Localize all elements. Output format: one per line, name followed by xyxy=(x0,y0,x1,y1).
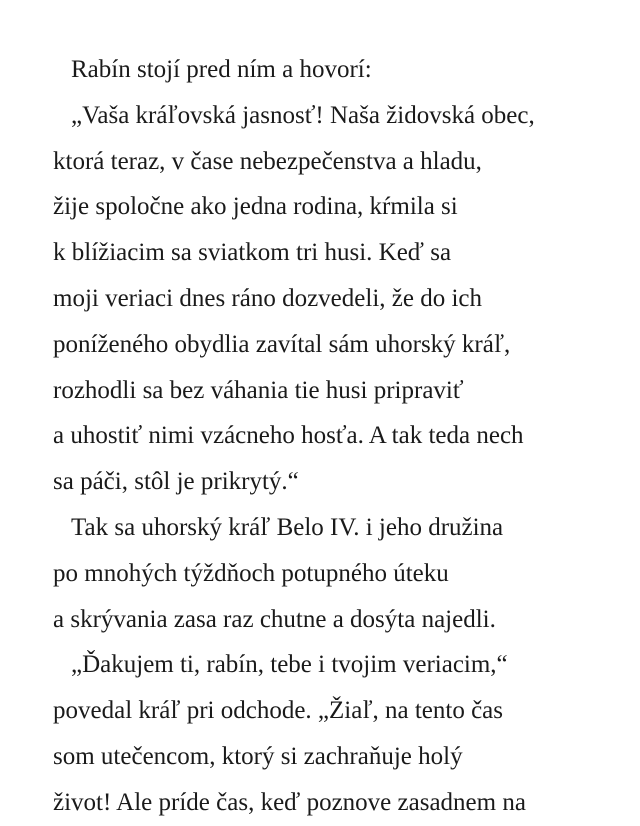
text-line: a skrývania zasa raz chutne a dosýta najedli. xyxy=(53,605,496,633)
text-line: po mnohých týždňoch potupného úteku xyxy=(53,559,449,587)
text-line-paragraph-start: Tak sa uhorský kráľ Belo IV. i jeho družina xyxy=(71,513,504,541)
body-text xyxy=(53,47,613,826)
text-line: a uhostiť nimi vzácneho hosťa. A tak teda nech xyxy=(53,422,524,450)
text-line: sa páči, stôl je prikrytý.“ xyxy=(53,468,299,496)
text-line: moji veriaci dnes ráno dozvedeli, že do ich xyxy=(53,284,483,312)
text-line: povedal kráľ pri odchode. „Žiaľ, na tento čas xyxy=(53,697,503,725)
text-line-paragraph-start: „Vaša kráľovská jasnosť! Naša židovská obec, xyxy=(71,101,535,129)
text-line: život! Ale príde čas, keď poznove zasadnem na xyxy=(53,788,526,816)
text-line: žije spoločne ako jedna rodina, kŕmila si xyxy=(53,193,458,221)
text-line: k blížiacim sa sviatkom tri husi. Keď sa xyxy=(53,239,452,267)
text-line: rozhodli sa bez váhania tie husi pripraviť xyxy=(53,376,464,404)
text-line: ktorá teraz, v čase nebezpečenstva a hladu, xyxy=(53,147,482,175)
text-line-paragraph-start: Rabín stojí pred ním a hovorí: xyxy=(71,56,372,83)
text-line: poníženého obydlia zavítal sám uhorský kráľ, xyxy=(53,330,511,358)
text-line: som utečencom, ktorý si zachraňuje holý xyxy=(53,742,463,770)
text-line-paragraph-start: „Ďakujem ti, rabín, tebe i tvojim veriacim,“ xyxy=(71,651,508,679)
